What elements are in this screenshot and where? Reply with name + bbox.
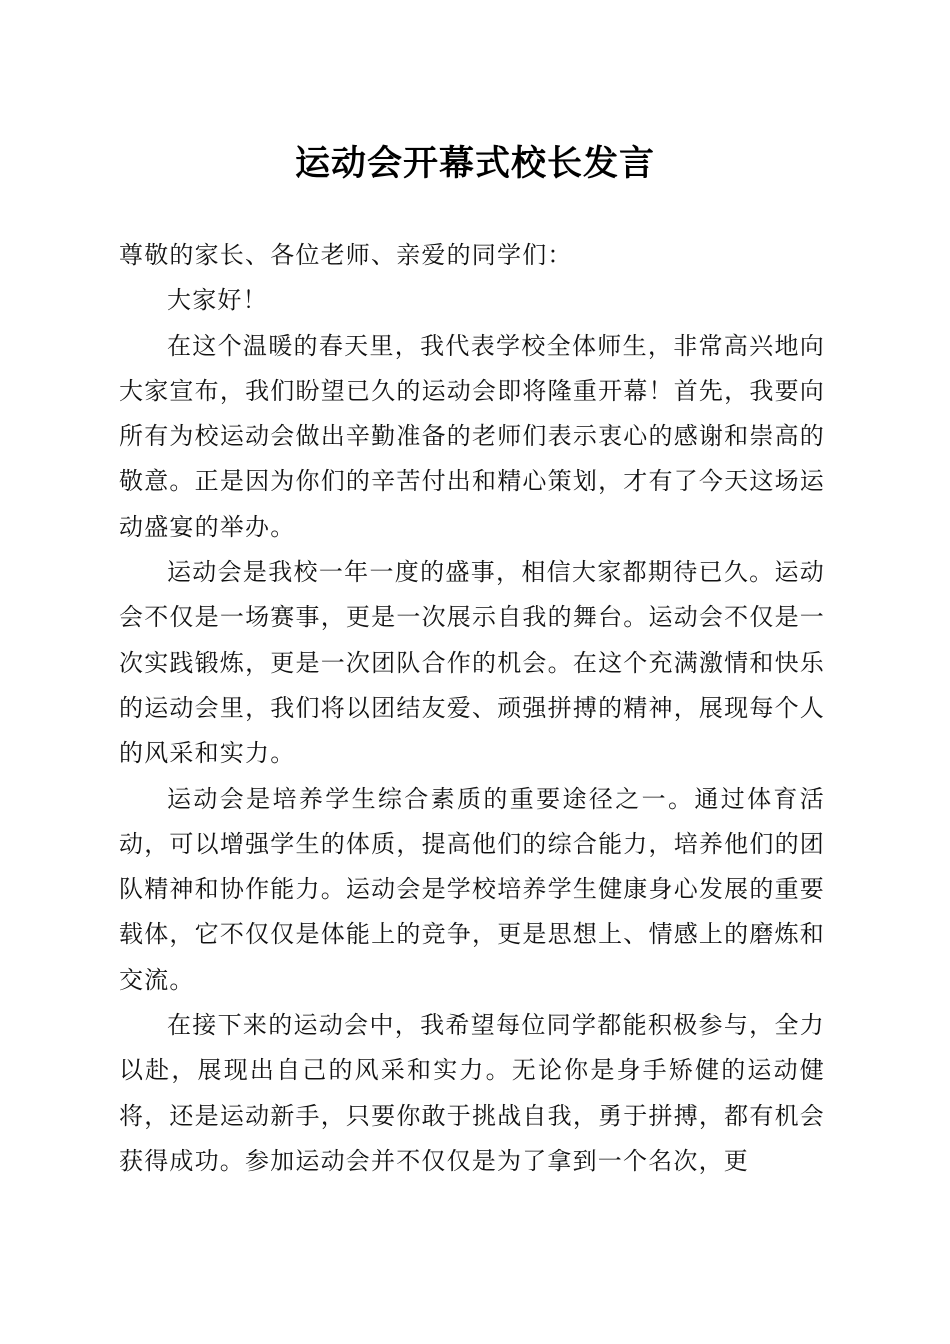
salutation: 尊敬的家长、各位老师、亲爱的同学们： <box>119 241 573 269</box>
page-title: 运动会开幕式校长发言 <box>294 143 655 184</box>
paragraph-3: 运动会是培养学生综合素质的重要途径之一。通过体育活动，可以增强学生的体质，提高他们的综合能力，培养他们的团队精神和协作能力。运动会是学校培养学生健康身心发展的重要载体，它不仅仅是体能上的竞争，更是思想上、情感上的磨炼和交流。 <box>119 784 825 994</box>
paragraph-2: 运动会是我校一年一度的盛事，相信大家都期待已久。运动会不仅是一场赛事，更是一次展示自我的舞台。运动会不仅是一次实践锻炼，更是一次团队合作的机会。在这个充满激情和快乐的运动会里，我们将以团结友爱、顽强拼搏的精神，展现每个人的风采和实力。 <box>119 558 825 768</box>
speech-body <box>119 233 825 1184</box>
paragraph-1: 在这个温暖的春天里，我代表学校全体师生，非常高兴地向大家宣布，我们盼望已久的运动会即将隆重开幕！首先，我要向所有为校运动会做出辛勤准备的老师们表示衷心的感谢和崇高的敬意。正是因为你们的辛苦付出和精心策划，才有了今天这场运动盛宴的举办。 <box>119 331 825 541</box>
greeting: 大家好！ <box>167 286 268 315</box>
paragraph-4: 在接下来的运动会中，我希望每位同学都能积极参与，全力以赴，展现出自己的风采和实力。无论你是身手矫健的运动健将，还是运动新手，只要你敢于挑战自我，勇于拼搏，都有机会获得成功。参加运动会并不仅仅是为了拿到一个名次，更 <box>119 1011 825 1175</box>
